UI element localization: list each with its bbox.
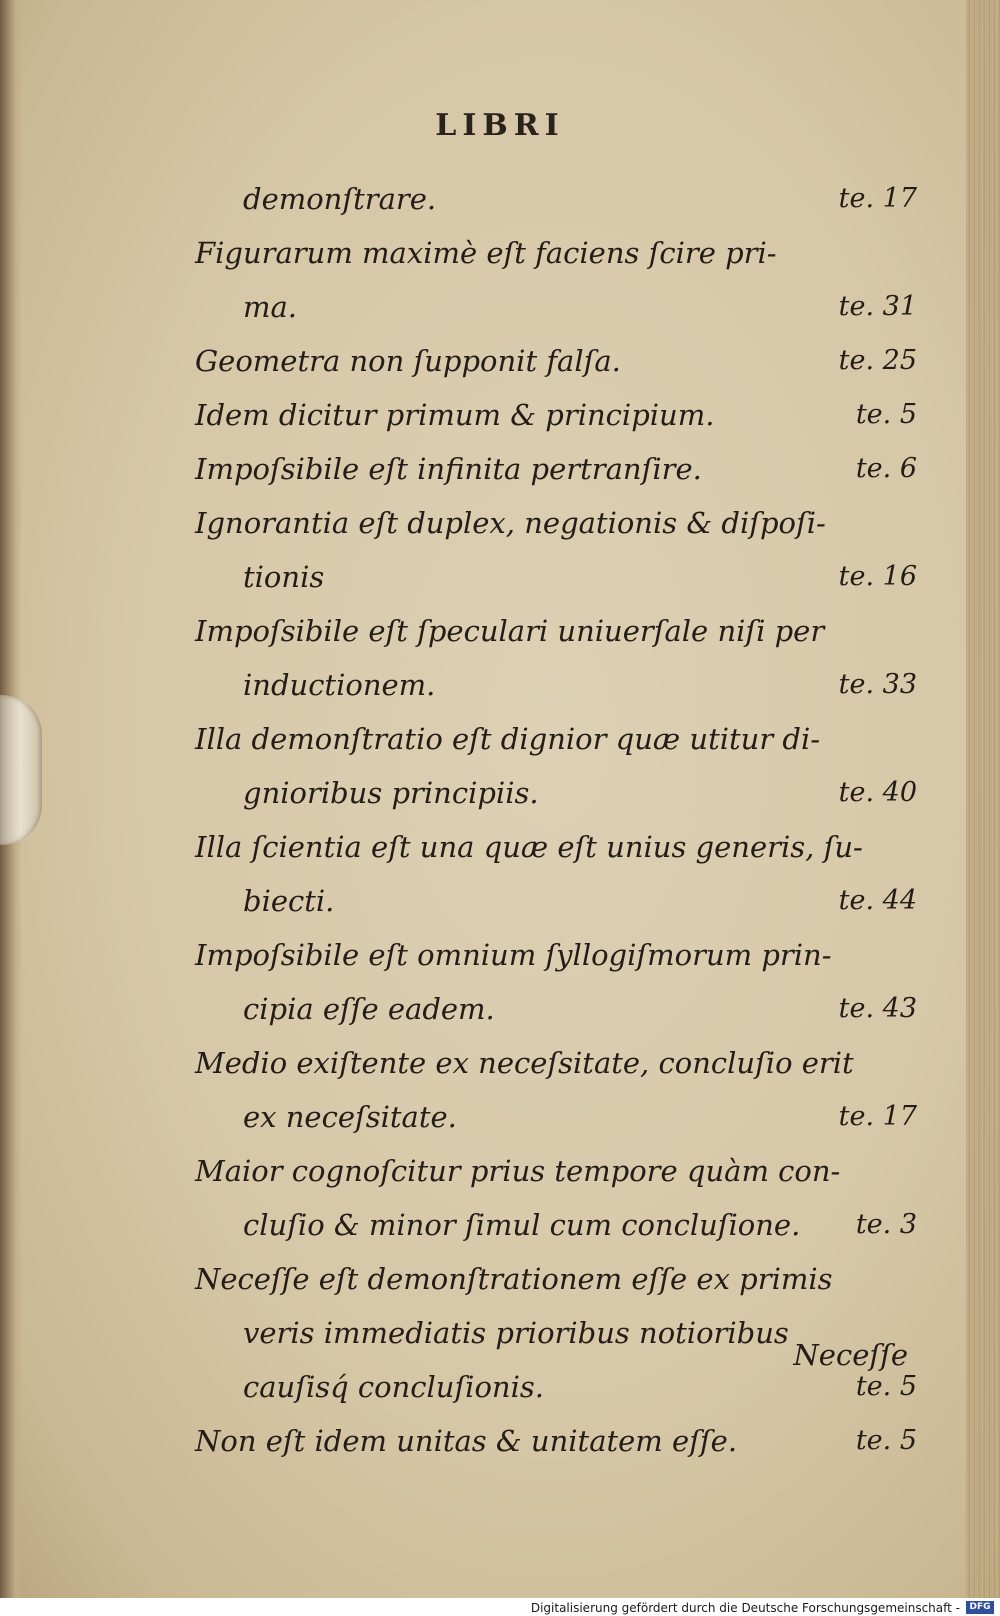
index-entry-reference: te. 3 [855, 1209, 917, 1240]
index-entry-reference: te. 33 [838, 669, 917, 700]
index-entry [195, 496, 925, 550]
index-entry [195, 658, 925, 712]
index-entry [195, 604, 925, 658]
index-entry [195, 1198, 925, 1252]
catchword: Neceſſe [793, 1338, 908, 1372]
index-entry-text: Impoſsibile eſt infinita pertranſire. [195, 452, 702, 486]
index-entry-reference: te. 5 [855, 1371, 917, 1402]
index-entry [195, 1414, 925, 1468]
footer-credit: Digitalisierung gefördert durch die Deutsche Forschungsgemeinschaft - [530, 1601, 960, 1615]
digitization-footer [0, 1598, 1000, 1616]
index-entry [195, 550, 925, 604]
index-entry-text: cauſisq́ concluſionis. [243, 1370, 544, 1404]
index-entry [195, 1090, 925, 1144]
index-entry [195, 442, 925, 496]
running-head: LIBRI [435, 108, 565, 143]
index-entry [195, 766, 925, 820]
index-entry-reference: te. 5 [855, 1425, 917, 1456]
index-entry-reference: te. 25 [838, 345, 917, 376]
index-entry-text: cluſio & minor ſimul cum concluſione. [243, 1208, 801, 1242]
index-entry-text: Ignorantia eſt duplex, negationis & diſpoſi- [195, 506, 826, 540]
index-entry-text: Idem dicitur primum & principium. [195, 398, 715, 432]
index-entry-reference: te. 43 [838, 993, 917, 1024]
index-entry-text: ex neceſsitate. [243, 1100, 457, 1134]
index-entry-text: Figurarum maximè eſt faciens ſcire pri- [195, 236, 777, 270]
index-entry [195, 226, 925, 280]
index-entry-text: tionis [243, 560, 325, 594]
index-entry [195, 1252, 925, 1306]
index-entry-reference: te. 40 [838, 777, 917, 808]
index-entry [195, 172, 925, 226]
index-entry-reference: te. 16 [838, 561, 917, 592]
index-entry [195, 928, 925, 982]
index-entry-reference: te. 44 [838, 885, 917, 916]
index-entry-reference: te. 17 [838, 183, 917, 214]
index-entry-text: Illa demonſtratio eſt dignior quæ utitur di- [195, 722, 821, 756]
index-entry-text: Maior cognoſcitur prius tempore quàm con- [195, 1154, 841, 1188]
dfg-logo: DFG [966, 1601, 994, 1614]
index-entry [195, 1144, 925, 1198]
index-entry [195, 334, 925, 388]
page-fore-edge [966, 0, 1000, 1616]
index-entry-text: cipia eſſe eadem. [243, 992, 495, 1026]
index-entry-reference: te. 17 [838, 1101, 917, 1132]
index-entry-text: inductionem. [243, 668, 436, 702]
index-entry-text: Impoſsibile eſt omnium ſyllogiſmorum prin- [195, 938, 832, 972]
index-entry [195, 982, 925, 1036]
index-entry-text: veris immediatis prioribus notioribus [243, 1316, 789, 1350]
index-entry [195, 712, 925, 766]
index-entry [195, 388, 925, 442]
index-entry [195, 820, 925, 874]
index-entry-text: Non eſt idem unitas & unitatem eſſe. [195, 1424, 738, 1458]
index-entry-text: biecti. [243, 884, 335, 918]
index-entry [195, 280, 925, 334]
index-entry-text: Medio exiſtente ex neceſsitate, concluſio erit [195, 1046, 854, 1080]
index-list [195, 172, 925, 1468]
index-entry-text: gnioribus principiis. [243, 776, 539, 810]
index-entry-reference: te. 31 [838, 291, 917, 322]
index-entry-text: Impoſsibile eſt ſpeculari uniuerſale niſi per [195, 614, 825, 648]
index-entry-reference: te. 6 [855, 453, 917, 484]
index-entry-text: Neceſſe eſt demonſtrationem eſſe ex primis [195, 1262, 833, 1296]
index-entry-text: Geometra non ſupponit falſa. [195, 344, 621, 378]
index-entry-reference: te. 5 [855, 399, 917, 430]
index-entry-text: demonſtrare. [243, 182, 437, 216]
index-entry [195, 874, 925, 928]
index-entry [195, 1036, 925, 1090]
index-entry-text: ma. [243, 290, 298, 324]
index-entry-text: Illa ſcientia eſt una quæ eſt unius generis, ſu- [195, 830, 863, 864]
book-clasp [0, 695, 42, 845]
